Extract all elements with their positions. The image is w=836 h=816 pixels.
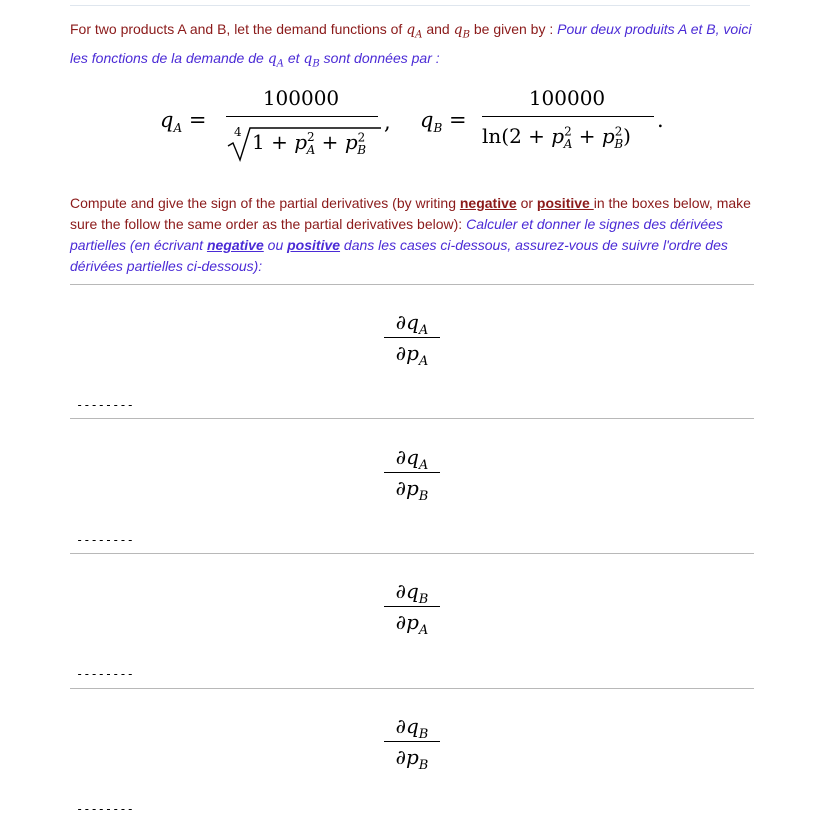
instr-en-or: or xyxy=(516,195,537,211)
intro-en-1: For two products A and B, let the demand functions of xyxy=(70,21,407,37)
instr-fr-1: Calculer et donner le signes des dérivées partielles (en écrivant xyxy=(70,216,723,253)
numerator-A: 100000 xyxy=(262,86,340,110)
instr-fr-negative: negative xyxy=(206,237,264,253)
qB-lhs: $q_B$ = xyxy=(420,108,467,136)
derivative-dqA-dpB: $\partial q_A$ $\partial p_B$ xyxy=(380,443,444,502)
instructions xyxy=(70,193,770,277)
intro-en-2: be given by : xyxy=(469,21,558,37)
instr-en-1: Compute and give the sign of the partial derivatives (by writing xyxy=(70,195,460,211)
denominator-B: $\ln(2 + p^2_A + p^2_B)$ xyxy=(482,124,631,151)
intro-en-and: and xyxy=(422,21,454,37)
answer-box-3[interactable]: -------- xyxy=(76,667,134,681)
top-divider xyxy=(70,5,750,6)
fraction-bar-A xyxy=(226,116,378,117)
intro-fr-1: Pour deux produits A et B, voici les fonctions de la demande de xyxy=(70,21,752,66)
instr-en-negative: negative xyxy=(459,195,517,211)
answer-box-4[interactable]: -------- xyxy=(76,802,134,816)
section-divider xyxy=(70,418,754,419)
numerator-B: 100000 xyxy=(528,86,606,110)
derivative-dqB-dpA: $\partial q_B$ $\partial p_A$ xyxy=(380,577,444,636)
intro-fr-2: sont données par : xyxy=(319,49,440,66)
instr-fr-or: ou xyxy=(263,237,288,253)
qA-symbol: $q_A$ xyxy=(406,22,423,41)
qA-symbol-fr: $q_A$ xyxy=(267,50,284,70)
instr-en-positive: positive xyxy=(536,195,594,211)
qB-symbol: $q_B$ xyxy=(453,22,470,41)
instr-fr-positive: positive xyxy=(287,237,341,253)
instr-fr-2: dans les cases ci-dessous, assurez-vous de suivre l'ordre des dérivées partielles ci-dessous): xyxy=(70,237,728,274)
qB-symbol-fr: $q_B$ xyxy=(303,50,320,70)
derivative-dqB-dpB: $\partial q_B$ $\partial p_B$ xyxy=(380,712,444,771)
derivative-dqA-dpA: $\partial q_A$ $\partial p_A$ xyxy=(380,308,444,367)
section-divider xyxy=(70,284,754,285)
fraction-bar-B xyxy=(482,116,654,117)
demand-formula: $q_A$ = 100000 4 $1 + p^2_A + p^2_B$ , $q_B$ = 100000 $\ln(2 + p^2_A + p^2_B)$ . xyxy=(0,80,836,180)
qA-lhs: $q_A$ = xyxy=(160,108,207,136)
intro-fr-and: et xyxy=(283,49,304,66)
root-index: 4 xyxy=(234,125,242,139)
problem-intro xyxy=(70,18,760,75)
section-divider xyxy=(70,553,754,554)
answer-box-1[interactable]: -------- xyxy=(76,398,134,412)
formula-comma: , xyxy=(384,110,391,134)
answer-box-2[interactable]: -------- xyxy=(76,533,134,547)
section-divider xyxy=(70,688,754,689)
instr-en-2: in the boxes below, make sure the follow the same order as the partial derivatives below): xyxy=(70,195,751,232)
formula-period: . xyxy=(657,108,664,132)
